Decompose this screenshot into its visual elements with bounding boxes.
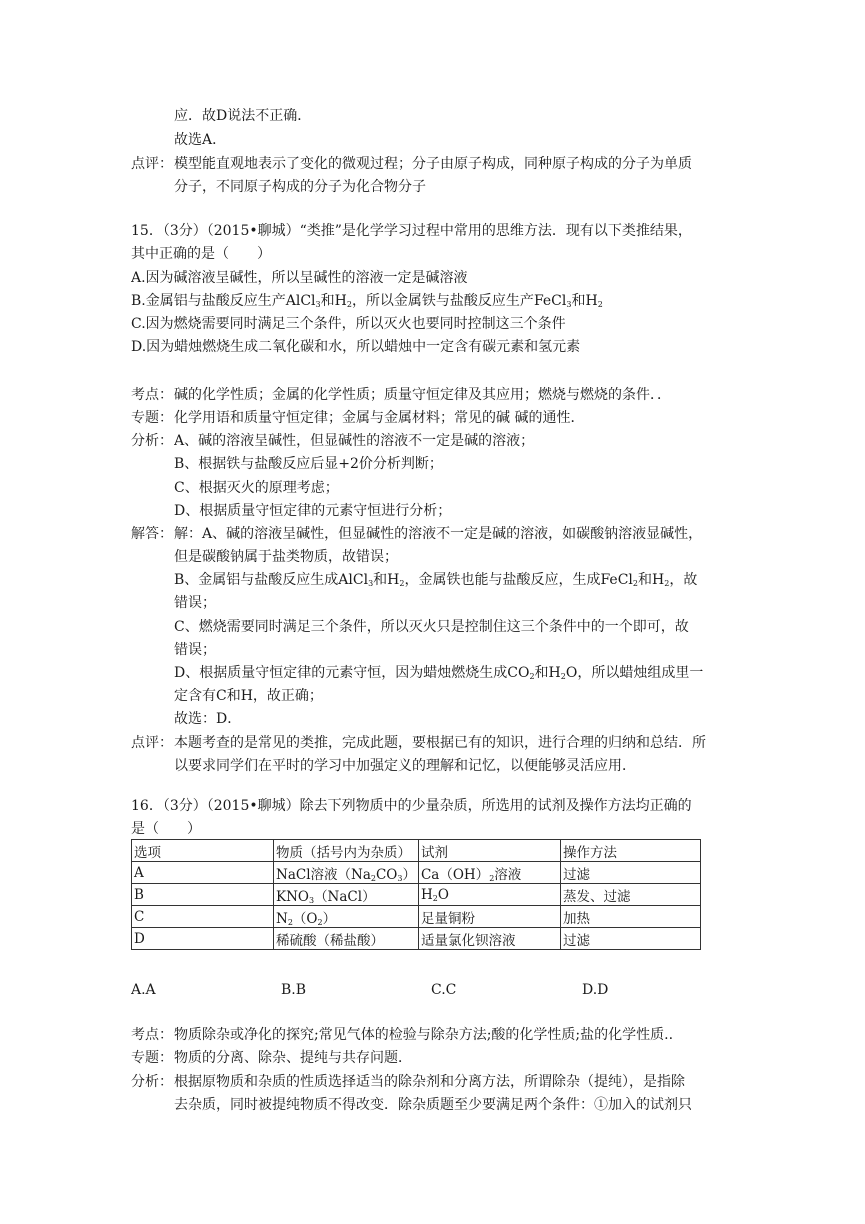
table-header-cell: 物质（括号内为杂质） <box>274 840 419 862</box>
q15-fenxi-line-2: B、根据铁与盐酸反应后显+2价分析判断； <box>174 456 443 472</box>
table-header-cell: 试剂 <box>418 840 560 862</box>
q16-fenxi-line-2: 去杂质，同时被提纯物质不得改变．除杂质题至少要满足两个条件：①加入的试剂只 <box>174 1097 692 1113</box>
table-cell-option: B <box>132 884 274 906</box>
q15-kaodian: 碱的化学性质；金属的化学性质；质量守恒定律及其应用；燃烧与燃烧的条件．． <box>174 387 671 403</box>
q15-jieda-label: 解答： <box>131 526 173 542</box>
q15-fenxi-line-3: C、根据灭火的原理考虑； <box>174 480 339 496</box>
q16-stem-line-2: 是（ ） <box>131 821 201 837</box>
q15-dianping-label: 点评： <box>131 735 173 751</box>
q15-option-a: A.因为碱溶液呈碱性，所以呈碱性的溶液一定是碱溶液 <box>131 270 468 286</box>
q16-stem-line-1: 16．（3分）（2015•聊城）除去下列物质中的少量杂质，所选用的试剂及操作方法均正确的 <box>131 798 692 814</box>
table-cell-reagent: $H_2O$ <box>418 884 560 906</box>
q16-kaodian-label: 考点： <box>131 1027 173 1043</box>
table-row <box>132 906 701 928</box>
prev-answer-line: 应．故D说法不正确． <box>174 108 312 124</box>
table-header-row <box>132 840 701 862</box>
q15-jieda-line-6: 错误； <box>174 642 216 658</box>
table-cell-reagent: 适量氯化钡溶液 <box>418 928 560 950</box>
table-cell-option: A <box>132 862 274 884</box>
table-cell-operation: 加热 <box>560 906 700 928</box>
q15-kaodian-label: 考点： <box>131 387 173 403</box>
q15-jieda-line-1: 解：A、碱的溶液呈碱性，但显碱性的溶液不一定是碱的溶液，如碳酸钠溶液显碱性， <box>174 526 703 542</box>
q15-dianping-line-2: 以要求同学们在平时的学习中加强定义的理解和记忆，以便能够灵活应用． <box>174 758 636 774</box>
table-cell-option: C <box>132 906 274 928</box>
table-cell-substance: $KNO_3(NaCl)$ <box>274 884 419 906</box>
q16-choice-b: B.B <box>281 982 307 998</box>
q16-choice-a: A.A <box>131 982 156 998</box>
table-cell-substance: $N_2(O_2)$ <box>274 906 419 928</box>
table-cell-operation: 过滤 <box>560 862 700 884</box>
table-header-cell: 选项 <box>132 840 274 862</box>
prev-comment-line-1: 模型能直观地表示了变化的微观过程；分子由原子构成，同种原子构成的分子为单质 <box>174 156 692 172</box>
table-cell-reagent: $Ca(OH)_2$溶液 <box>418 862 560 884</box>
q15-jieda-line-7: D、根据质量守恒定律的元素守恒，因为蜡烛燃烧生成$CO_2$和$H_2O$，所以蜡烛组成里一 <box>174 665 704 681</box>
q15-fenxi-line-4: D、根据质量守恒定律的元素守恒进行分析； <box>174 503 452 519</box>
q15-stem-line-1: 15．（3分）（2015•聊城）“类推”是化学学习过程中常用的思维方法．现有以下类推结果， <box>131 223 692 239</box>
q15-fenxi-line-1: A、碱的溶液呈碱性，但显碱性的溶液不一定是碱的溶液； <box>174 433 535 449</box>
table-cell-substance: NaCl溶液$(Na_2CO_3)$ <box>274 862 419 884</box>
q15-stem-line-2: 其中正确的是（ ） <box>131 246 271 262</box>
q15-jieda-line-2: 但是碳酸钠属于盐类物质，故错误； <box>174 549 398 565</box>
q15-zhuanti: 化学用语和质量守恒定律；金属与金属材料；常见的碱 碱的通性． <box>174 410 585 426</box>
q15-jieda-line-9: 故选：D． <box>174 711 242 727</box>
table-cell-operation: 蒸发、过滤 <box>560 884 700 906</box>
table-cell-option: D <box>132 928 274 950</box>
table-cell-reagent: 足量铜粉 <box>418 906 560 928</box>
prev-comment-line-2: 分子，不同原子构成的分子为化合物分子 <box>174 179 426 195</box>
q15-zhuanti-label: 专题： <box>131 410 173 426</box>
q16-kaodian: 物质除杂或净化的探究;常见气体的检验与除杂方法;酸的化学性质;盐的化学性质.. <box>174 1027 674 1043</box>
q16-zhuanti: 物质的分离、除杂、提纯与共存问题． <box>174 1050 412 1066</box>
q15-option-d: D.因为蜡烛燃烧生成二氧化碳和水，所以蜡烛中一定含有碳元素和氢元素 <box>131 339 581 355</box>
q16-options-table <box>131 839 701 950</box>
q16-fenxi-line-1: 根据原物质和杂质的性质选择适当的除杂剂和分离方法，所谓除杂（提纯），是指除 <box>174 1074 685 1090</box>
q15-jieda-line-5: C、燃烧需要同时满足三个条件，所以灭火只是控制住这三个条件中的一个即可，故 <box>174 619 689 635</box>
table-row <box>132 884 701 906</box>
q16-zhuanti-label: 专题： <box>131 1050 173 1066</box>
q15-option-c: C.因为燃烧需要同时满足三个条件，所以灭火也要同时控制这三个条件 <box>131 316 566 332</box>
table-cell-operation: 过滤 <box>560 928 700 950</box>
prev-comment-label: 点评： <box>131 156 173 172</box>
table-row <box>132 928 701 950</box>
table-header-cell: 操作方法 <box>560 840 700 862</box>
q15-dianping-line-1: 本题考查的是常见的类推，完成此题，要根据已有的知识，进行合理的归纳和总结．所 <box>174 735 706 751</box>
prev-choice-line: 故选A． <box>174 132 227 148</box>
q15-jieda-line-4: 错误； <box>174 595 216 611</box>
table-row <box>132 862 701 884</box>
q16-fenxi-label: 分析： <box>131 1074 173 1090</box>
q15-option-b: B.金属铝与盐酸反应生产AlCl$_3$和$H_2$，所以金属铁与盐酸反应生产FeCl$_3$和$H_2$ <box>131 293 603 309</box>
table-cell-substance: 稀硫酸（稀盐酸） <box>274 928 419 950</box>
q15-fenxi-label: 分析： <box>131 433 173 449</box>
q15-jieda-line-3: B、金属铝与盐酸反应生成AlCl$_3$和$H_2$，金属铁也能与盐酸反应，生成FeCl$_2$和$H_2$，故 <box>174 572 698 588</box>
q16-choice-d: D.D <box>582 982 609 998</box>
q15-jieda-line-8: 定含有C和H，故正确； <box>174 688 323 704</box>
q16-choice-c: C.C <box>431 982 457 998</box>
